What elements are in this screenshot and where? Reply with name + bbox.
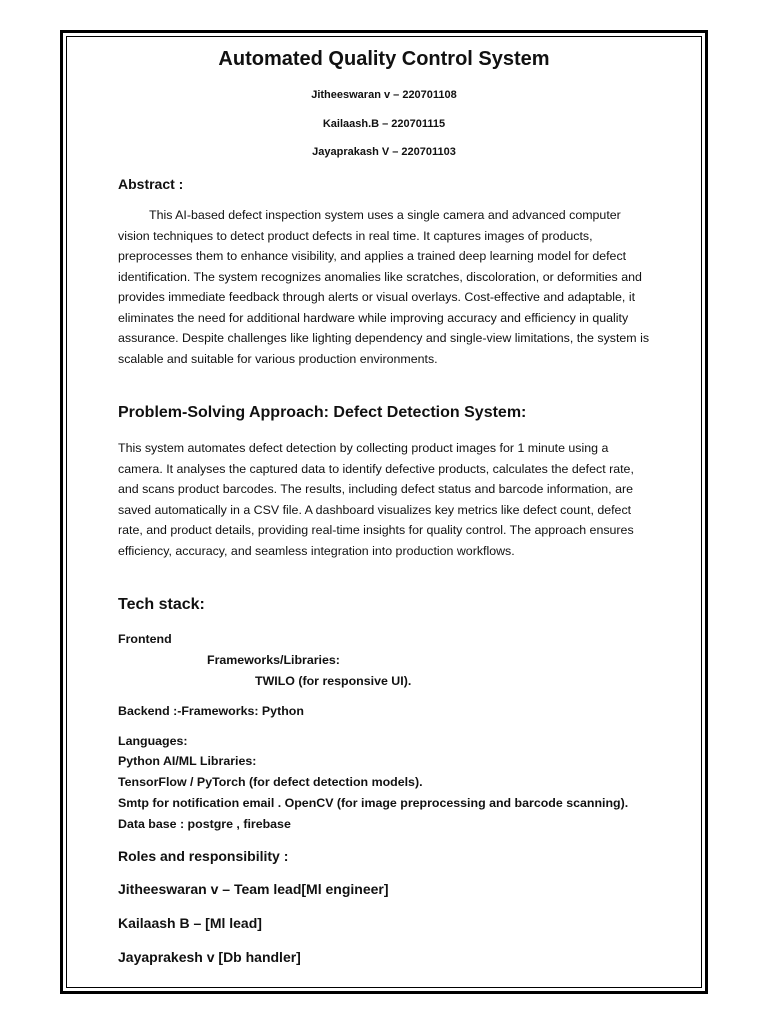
tech-stack-heading: Tech stack: — [118, 596, 205, 613]
abstract-paragraph: This AI-based defect inspection system uses a single camera and advanced computer vision techniques to detect product defects in real time. It captures images of products, preprocesses them to enhance visibility, and applies a trained deep learning model for defect identification. The system recognizes anomalies like scratches, discoloration, or deformities and provides immediate feedback through alerts or visual overlays. Cost-effective and adaptable, it eliminates the need for additional hardware while improving accuracy and efficiency in quality assurance. Despite challenges like lighting dependency and single-view limitations, the system is scalable and suitable for various production environments. — [118, 208, 650, 366]
tech-line: Data base : postgre , firebase — [118, 817, 291, 831]
approach-heading: Problem-Solving Approach: Defect Detection System: — [118, 404, 527, 421]
role-item: Kailaash B – [Ml lead] — [118, 915, 262, 931]
tech-line: Python AI/ML Libraries: — [118, 754, 257, 768]
author-line: Jitheeswaran v – 220701108 — [311, 89, 457, 101]
author-line: Jayaprakash V – 220701103 — [312, 146, 456, 158]
frontend-value: TWILO (for responsive UI). — [255, 674, 412, 688]
tech-line: Languages: — [118, 734, 188, 748]
tech-line: Smtp for notification email . OpenCV (for image preprocessing and barcode scanning). — [118, 796, 629, 810]
frameworks-label: Frameworks/Libraries: — [207, 653, 340, 667]
tech-line: TensorFlow / PyTorch (for defect detection models). — [118, 775, 423, 789]
frontend-label: Frontend — [118, 632, 172, 646]
approach-paragraph: This system automates defect detection by collecting product images for 1 minute using a camera. It analyses the captured data to identify defective products, calculates the defect rate, and scans product barcodes. The results, including defect status and barcode information, are saved automatically in a CSV file. A dashboard visualizes key metrics like defect count, defect rate, and product details, providing real-time insights for quality control. The approach ensures efficiency, accuracy, and seamless integration into production workflows. — [118, 441, 634, 558]
document-title: Automated Quality Control System — [218, 48, 550, 70]
author-line: Kailaash.B – 220701115 — [322, 118, 446, 130]
abstract-heading: Abstract : — [118, 176, 184, 192]
role-item: Jitheeswaran v – Team lead[Ml engineer] — [118, 881, 389, 897]
roles-heading: Roles and responsibility : — [118, 848, 289, 864]
role-item: Jayaprakesh v [Db handler] — [118, 949, 301, 965]
backend-line: Backend :-Frameworks: Python — [118, 704, 304, 718]
